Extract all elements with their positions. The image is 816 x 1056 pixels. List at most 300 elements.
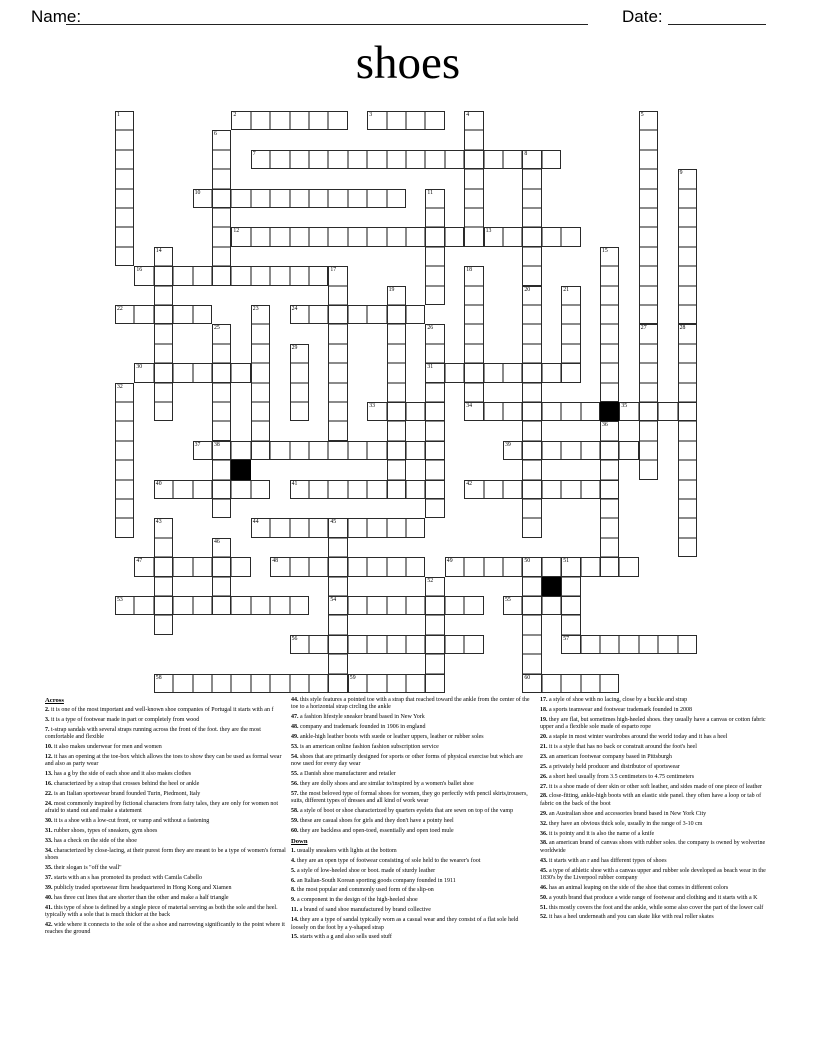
grid-cell[interactable] [464, 305, 483, 324]
grid-cell[interactable] [212, 208, 231, 227]
grid-cell[interactable] [522, 247, 541, 266]
grid-cell[interactable] [115, 480, 134, 499]
grid-cell[interactable] [212, 557, 231, 576]
grid-cell[interactable] [639, 635, 658, 654]
grid-cell[interactable] [270, 266, 289, 285]
grid-cell[interactable] [425, 286, 444, 305]
grid-cell[interactable] [542, 596, 561, 615]
grid-cell[interactable] [367, 305, 386, 324]
grid-cell[interactable] [212, 674, 231, 693]
grid-cell[interactable] [445, 227, 464, 246]
grid-cell[interactable] [231, 189, 250, 208]
grid-cell[interactable] [484, 402, 503, 421]
grid-cell[interactable] [561, 363, 580, 382]
grid-cell[interactable] [522, 189, 541, 208]
grid-cell[interactable] [522, 324, 541, 343]
grid-cell[interactable] [503, 596, 522, 615]
grid-cell[interactable] [154, 596, 173, 615]
grid-cell[interactable] [639, 286, 658, 305]
grid-cell[interactable] [522, 208, 541, 227]
grid-cell[interactable] [309, 518, 328, 537]
grid-cell[interactable] [251, 344, 270, 363]
grid-cell[interactable] [231, 363, 250, 382]
grid-cell[interactable] [387, 286, 406, 305]
grid-cell[interactable] [464, 402, 483, 421]
grid-cell[interactable] [328, 421, 347, 440]
grid-cell[interactable] [522, 305, 541, 324]
grid-cell[interactable] [561, 615, 580, 634]
grid-cell[interactable] [678, 538, 697, 557]
grid-cell[interactable] [154, 286, 173, 305]
grid-cell[interactable] [522, 674, 541, 693]
grid-cell[interactable] [212, 130, 231, 149]
grid-cell[interactable] [484, 227, 503, 246]
grid-cell[interactable] [231, 227, 250, 246]
grid-cell[interactable] [464, 189, 483, 208]
grid-cell[interactable] [387, 557, 406, 576]
grid-cell[interactable] [212, 189, 231, 208]
grid-cell[interactable] [212, 383, 231, 402]
grid-cell[interactable] [600, 324, 619, 343]
grid-cell[interactable] [522, 615, 541, 634]
grid-cell[interactable] [600, 635, 619, 654]
grid-cell[interactable] [678, 402, 697, 421]
grid-cell[interactable] [464, 635, 483, 654]
grid-cell[interactable] [173, 305, 192, 324]
grid-cell[interactable] [173, 363, 192, 382]
grid-cell[interactable] [503, 402, 522, 421]
grid-cell[interactable] [387, 111, 406, 130]
grid-cell[interactable] [290, 518, 309, 537]
grid-cell[interactable] [328, 615, 347, 634]
grid-cell[interactable] [173, 557, 192, 576]
grid-cell[interactable] [561, 557, 580, 576]
grid-cell[interactable] [251, 227, 270, 246]
grid-cell[interactable] [115, 460, 134, 479]
grid-cell[interactable] [678, 247, 697, 266]
grid-cell[interactable] [464, 383, 483, 402]
grid-cell[interactable] [522, 266, 541, 285]
grid-cell[interactable] [387, 189, 406, 208]
grid-cell[interactable] [212, 577, 231, 596]
grid-cell[interactable] [678, 363, 697, 382]
grid-cell[interactable] [115, 402, 134, 421]
grid-cell[interactable] [561, 402, 580, 421]
grid-cell[interactable] [328, 344, 347, 363]
grid-cell[interactable] [600, 518, 619, 537]
grid-cell[interactable] [387, 383, 406, 402]
grid-cell[interactable] [290, 383, 309, 402]
grid-cell[interactable] [115, 208, 134, 227]
grid-cell[interactable] [309, 557, 328, 576]
grid-cell[interactable] [425, 150, 444, 169]
grid-cell[interactable] [542, 363, 561, 382]
grid-cell[interactable] [561, 286, 580, 305]
grid-cell[interactable] [406, 674, 425, 693]
grid-cell[interactable] [387, 344, 406, 363]
grid-cell[interactable] [464, 150, 483, 169]
grid-cell[interactable] [212, 499, 231, 518]
grid-cell[interactable] [290, 402, 309, 421]
grid-cell[interactable] [115, 305, 134, 324]
grid-cell[interactable] [328, 402, 347, 421]
grid-cell[interactable] [658, 635, 677, 654]
grid-cell[interactable] [154, 383, 173, 402]
grid-cell[interactable] [619, 402, 638, 421]
grid-cell[interactable] [212, 538, 231, 557]
grid-cell[interactable] [270, 596, 289, 615]
grid-cell[interactable] [600, 441, 619, 460]
grid-cell[interactable] [387, 402, 406, 421]
grid-cell[interactable] [678, 208, 697, 227]
grid-cell[interactable] [542, 150, 561, 169]
grid-cell[interactable] [464, 286, 483, 305]
grid-cell[interactable] [484, 363, 503, 382]
date-line[interactable] [668, 4, 766, 25]
grid-cell[interactable] [425, 674, 444, 693]
grid-cell[interactable] [425, 499, 444, 518]
grid-cell[interactable] [522, 518, 541, 537]
grid-cell[interactable] [231, 266, 250, 285]
grid-cell[interactable] [464, 169, 483, 188]
grid-cell[interactable] [290, 266, 309, 285]
grid-cell[interactable] [425, 363, 444, 382]
grid-cell[interactable] [678, 169, 697, 188]
grid-cell[interactable] [348, 596, 367, 615]
grid-cell[interactable] [115, 130, 134, 149]
grid-cell[interactable] [154, 480, 173, 499]
grid-cell[interactable] [115, 441, 134, 460]
grid-cell[interactable] [251, 111, 270, 130]
grid-cell[interactable] [581, 557, 600, 576]
grid-cell[interactable] [639, 169, 658, 188]
grid-cell[interactable] [193, 189, 212, 208]
grid-cell[interactable] [406, 557, 425, 576]
grid-cell[interactable] [678, 421, 697, 440]
grid-cell[interactable] [522, 499, 541, 518]
grid-cell[interactable] [503, 557, 522, 576]
grid-cell[interactable] [193, 441, 212, 460]
grid-cell[interactable] [251, 596, 270, 615]
grid-cell[interactable] [561, 305, 580, 324]
grid-cell[interactable] [561, 324, 580, 343]
grid-cell[interactable] [270, 518, 289, 537]
grid-cell[interactable] [173, 480, 192, 499]
grid-cell[interactable] [464, 480, 483, 499]
grid-cell[interactable] [387, 674, 406, 693]
grid-cell[interactable] [600, 266, 619, 285]
grid-cell[interactable] [270, 441, 289, 460]
grid-cell[interactable] [600, 305, 619, 324]
grid-cell[interactable] [348, 557, 367, 576]
grid-cell[interactable] [425, 480, 444, 499]
grid-cell[interactable] [581, 635, 600, 654]
grid-cell[interactable] [328, 383, 347, 402]
grid-cell[interactable] [464, 208, 483, 227]
grid-cell[interactable] [251, 363, 270, 382]
grid-cell[interactable] [212, 421, 231, 440]
grid-cell[interactable] [387, 596, 406, 615]
grid-cell[interactable] [464, 266, 483, 285]
grid-cell[interactable] [193, 305, 212, 324]
grid-cell[interactable] [522, 169, 541, 188]
grid-cell[interactable] [367, 150, 386, 169]
grid-cell[interactable] [328, 441, 347, 460]
grid-cell[interactable] [328, 538, 347, 557]
grid-cell[interactable] [193, 557, 212, 576]
grid-cell[interactable] [231, 111, 250, 130]
grid-cell[interactable] [309, 305, 328, 324]
grid-cell[interactable] [328, 518, 347, 537]
grid-cell[interactable] [115, 227, 134, 246]
grid-cell[interactable] [231, 596, 250, 615]
grid-cell[interactable] [212, 363, 231, 382]
grid-cell[interactable] [678, 518, 697, 537]
grid-cell[interactable] [387, 305, 406, 324]
grid-cell[interactable] [115, 150, 134, 169]
grid-cell[interactable] [134, 305, 153, 324]
grid-cell[interactable] [387, 324, 406, 343]
grid-cell[interactable] [503, 227, 522, 246]
grid-cell[interactable] [328, 227, 347, 246]
grid-cell[interactable] [484, 557, 503, 576]
grid-cell[interactable] [561, 344, 580, 363]
grid-cell[interactable] [328, 674, 347, 693]
grid-cell[interactable] [309, 150, 328, 169]
grid-cell[interactable] [522, 402, 541, 421]
grid-cell[interactable] [639, 402, 658, 421]
grid-cell[interactable] [115, 111, 134, 130]
grid-cell[interactable] [581, 674, 600, 693]
grid-cell[interactable] [387, 150, 406, 169]
grid-cell[interactable] [328, 266, 347, 285]
grid-cell[interactable] [503, 363, 522, 382]
grid-cell[interactable] [406, 111, 425, 130]
grid-cell[interactable] [600, 538, 619, 557]
grid-cell[interactable] [639, 305, 658, 324]
grid-cell[interactable] [561, 674, 580, 693]
grid-cell[interactable] [639, 441, 658, 460]
grid-cell[interactable] [348, 150, 367, 169]
grid-cell[interactable] [678, 383, 697, 402]
grid-cell[interactable] [367, 674, 386, 693]
grid-cell[interactable] [425, 208, 444, 227]
grid-cell[interactable] [231, 557, 250, 576]
grid-cell[interactable] [425, 111, 444, 130]
grid-cell[interactable] [367, 557, 386, 576]
grid-cell[interactable] [251, 441, 270, 460]
grid-cell[interactable] [639, 208, 658, 227]
grid-cell[interactable] [425, 324, 444, 343]
grid-cell[interactable] [406, 480, 425, 499]
grid-cell[interactable] [154, 344, 173, 363]
grid-cell[interactable] [522, 480, 541, 499]
grid-cell[interactable] [212, 344, 231, 363]
grid-cell[interactable] [522, 596, 541, 615]
grid-cell[interactable] [464, 324, 483, 343]
grid-cell[interactable] [445, 557, 464, 576]
grid-cell[interactable] [464, 130, 483, 149]
grid-cell[interactable] [328, 635, 347, 654]
grid-cell[interactable] [348, 189, 367, 208]
grid-cell[interactable] [639, 344, 658, 363]
grid-cell[interactable] [290, 189, 309, 208]
grid-cell[interactable] [270, 674, 289, 693]
grid-cell[interactable] [212, 247, 231, 266]
grid-cell[interactable] [367, 189, 386, 208]
grid-cell[interactable] [328, 654, 347, 673]
grid-cell[interactable] [367, 111, 386, 130]
grid-cell[interactable] [425, 460, 444, 479]
grid-cell[interactable] [639, 130, 658, 149]
grid-cell[interactable] [522, 344, 541, 363]
grid-cell[interactable] [348, 227, 367, 246]
grid-cell[interactable] [639, 460, 658, 479]
grid-cell[interactable] [328, 596, 347, 615]
grid-cell[interactable] [290, 480, 309, 499]
grid-cell[interactable] [328, 189, 347, 208]
grid-cell[interactable] [425, 615, 444, 634]
grid-cell[interactable] [561, 480, 580, 499]
grid-cell[interactable] [658, 402, 677, 421]
grid-cell[interactable] [639, 150, 658, 169]
grid-cell[interactable] [348, 518, 367, 537]
grid-cell[interactable] [367, 480, 386, 499]
grid-cell[interactable] [678, 266, 697, 285]
grid-cell[interactable] [173, 674, 192, 693]
grid-cell[interactable] [193, 266, 212, 285]
grid-cell[interactable] [464, 596, 483, 615]
grid-cell[interactable] [639, 383, 658, 402]
grid-cell[interactable] [425, 635, 444, 654]
grid-cell[interactable] [173, 596, 192, 615]
grid-cell[interactable] [290, 557, 309, 576]
grid-cell[interactable] [619, 441, 638, 460]
grid-cell[interactable] [600, 674, 619, 693]
grid-cell[interactable] [425, 266, 444, 285]
grid-cell[interactable] [348, 441, 367, 460]
grid-cell[interactable] [464, 344, 483, 363]
grid-cell[interactable] [154, 324, 173, 343]
grid-cell[interactable] [115, 383, 134, 402]
grid-cell[interactable] [464, 227, 483, 246]
grid-cell[interactable] [115, 421, 134, 440]
grid-cell[interactable] [678, 324, 697, 343]
grid-cell[interactable] [328, 111, 347, 130]
grid-cell[interactable] [522, 227, 541, 246]
grid-cell[interactable] [251, 480, 270, 499]
grid-cell[interactable] [328, 557, 347, 576]
grid-cell[interactable] [639, 324, 658, 343]
grid-cell[interactable] [154, 615, 173, 634]
grid-cell[interactable] [600, 286, 619, 305]
grid-cell[interactable] [387, 635, 406, 654]
grid-cell[interactable] [425, 402, 444, 421]
grid-cell[interactable] [678, 480, 697, 499]
grid-cell[interactable] [581, 480, 600, 499]
grid-cell[interactable] [387, 480, 406, 499]
grid-cell[interactable] [678, 227, 697, 246]
grid-cell[interactable] [484, 480, 503, 499]
grid-cell[interactable] [600, 383, 619, 402]
grid-cell[interactable] [309, 111, 328, 130]
grid-cell[interactable] [387, 460, 406, 479]
name-line[interactable] [66, 4, 588, 25]
grid-cell[interactable] [251, 324, 270, 343]
grid-cell[interactable] [581, 441, 600, 460]
grid-cell[interactable] [154, 557, 173, 576]
grid-cell[interactable] [678, 189, 697, 208]
grid-cell[interactable] [425, 596, 444, 615]
grid-cell[interactable] [445, 635, 464, 654]
grid-cell[interactable] [348, 305, 367, 324]
grid-cell[interactable] [464, 363, 483, 382]
grid-cell[interactable] [290, 363, 309, 382]
grid-cell[interactable] [115, 518, 134, 537]
grid-cell[interactable] [678, 441, 697, 460]
grid-cell[interactable] [212, 169, 231, 188]
grid-cell[interactable] [212, 150, 231, 169]
grid-cell[interactable] [115, 596, 134, 615]
grid-cell[interactable] [542, 402, 561, 421]
grid-cell[interactable] [231, 480, 250, 499]
grid-cell[interactable] [251, 189, 270, 208]
grid-cell[interactable] [134, 363, 153, 382]
grid-cell[interactable] [212, 480, 231, 499]
grid-cell[interactable] [154, 363, 173, 382]
grid-cell[interactable] [212, 324, 231, 343]
grid-cell[interactable] [115, 169, 134, 188]
grid-cell[interactable] [639, 111, 658, 130]
grid-cell[interactable] [542, 557, 561, 576]
grid-cell[interactable] [251, 421, 270, 440]
grid-cell[interactable] [193, 674, 212, 693]
grid-cell[interactable] [561, 227, 580, 246]
grid-cell[interactable] [425, 577, 444, 596]
grid-cell[interactable] [270, 227, 289, 246]
grid-cell[interactable] [154, 518, 173, 537]
grid-cell[interactable] [367, 596, 386, 615]
grid-cell[interactable] [212, 266, 231, 285]
grid-cell[interactable] [639, 421, 658, 440]
grid-cell[interactable] [561, 577, 580, 596]
grid-cell[interactable] [600, 421, 619, 440]
grid-cell[interactable] [425, 344, 444, 363]
grid-cell[interactable] [561, 441, 580, 460]
grid-cell[interactable] [115, 247, 134, 266]
grid-cell[interactable] [678, 344, 697, 363]
grid-cell[interactable] [425, 247, 444, 266]
grid-cell[interactable] [309, 480, 328, 499]
grid-cell[interactable] [290, 150, 309, 169]
grid-cell[interactable] [154, 266, 173, 285]
grid-cell[interactable] [134, 557, 153, 576]
grid-cell[interactable] [406, 227, 425, 246]
grid-cell[interactable] [348, 635, 367, 654]
grid-cell[interactable] [154, 674, 173, 693]
grid-cell[interactable] [290, 305, 309, 324]
grid-cell[interactable] [503, 441, 522, 460]
grid-cell[interactable] [193, 596, 212, 615]
grid-cell[interactable] [425, 227, 444, 246]
grid-cell[interactable] [522, 557, 541, 576]
grid-cell[interactable] [367, 402, 386, 421]
grid-cell[interactable] [251, 674, 270, 693]
grid-cell[interactable] [600, 344, 619, 363]
grid-cell[interactable] [406, 518, 425, 537]
grid-cell[interactable] [154, 305, 173, 324]
grid-cell[interactable] [328, 286, 347, 305]
